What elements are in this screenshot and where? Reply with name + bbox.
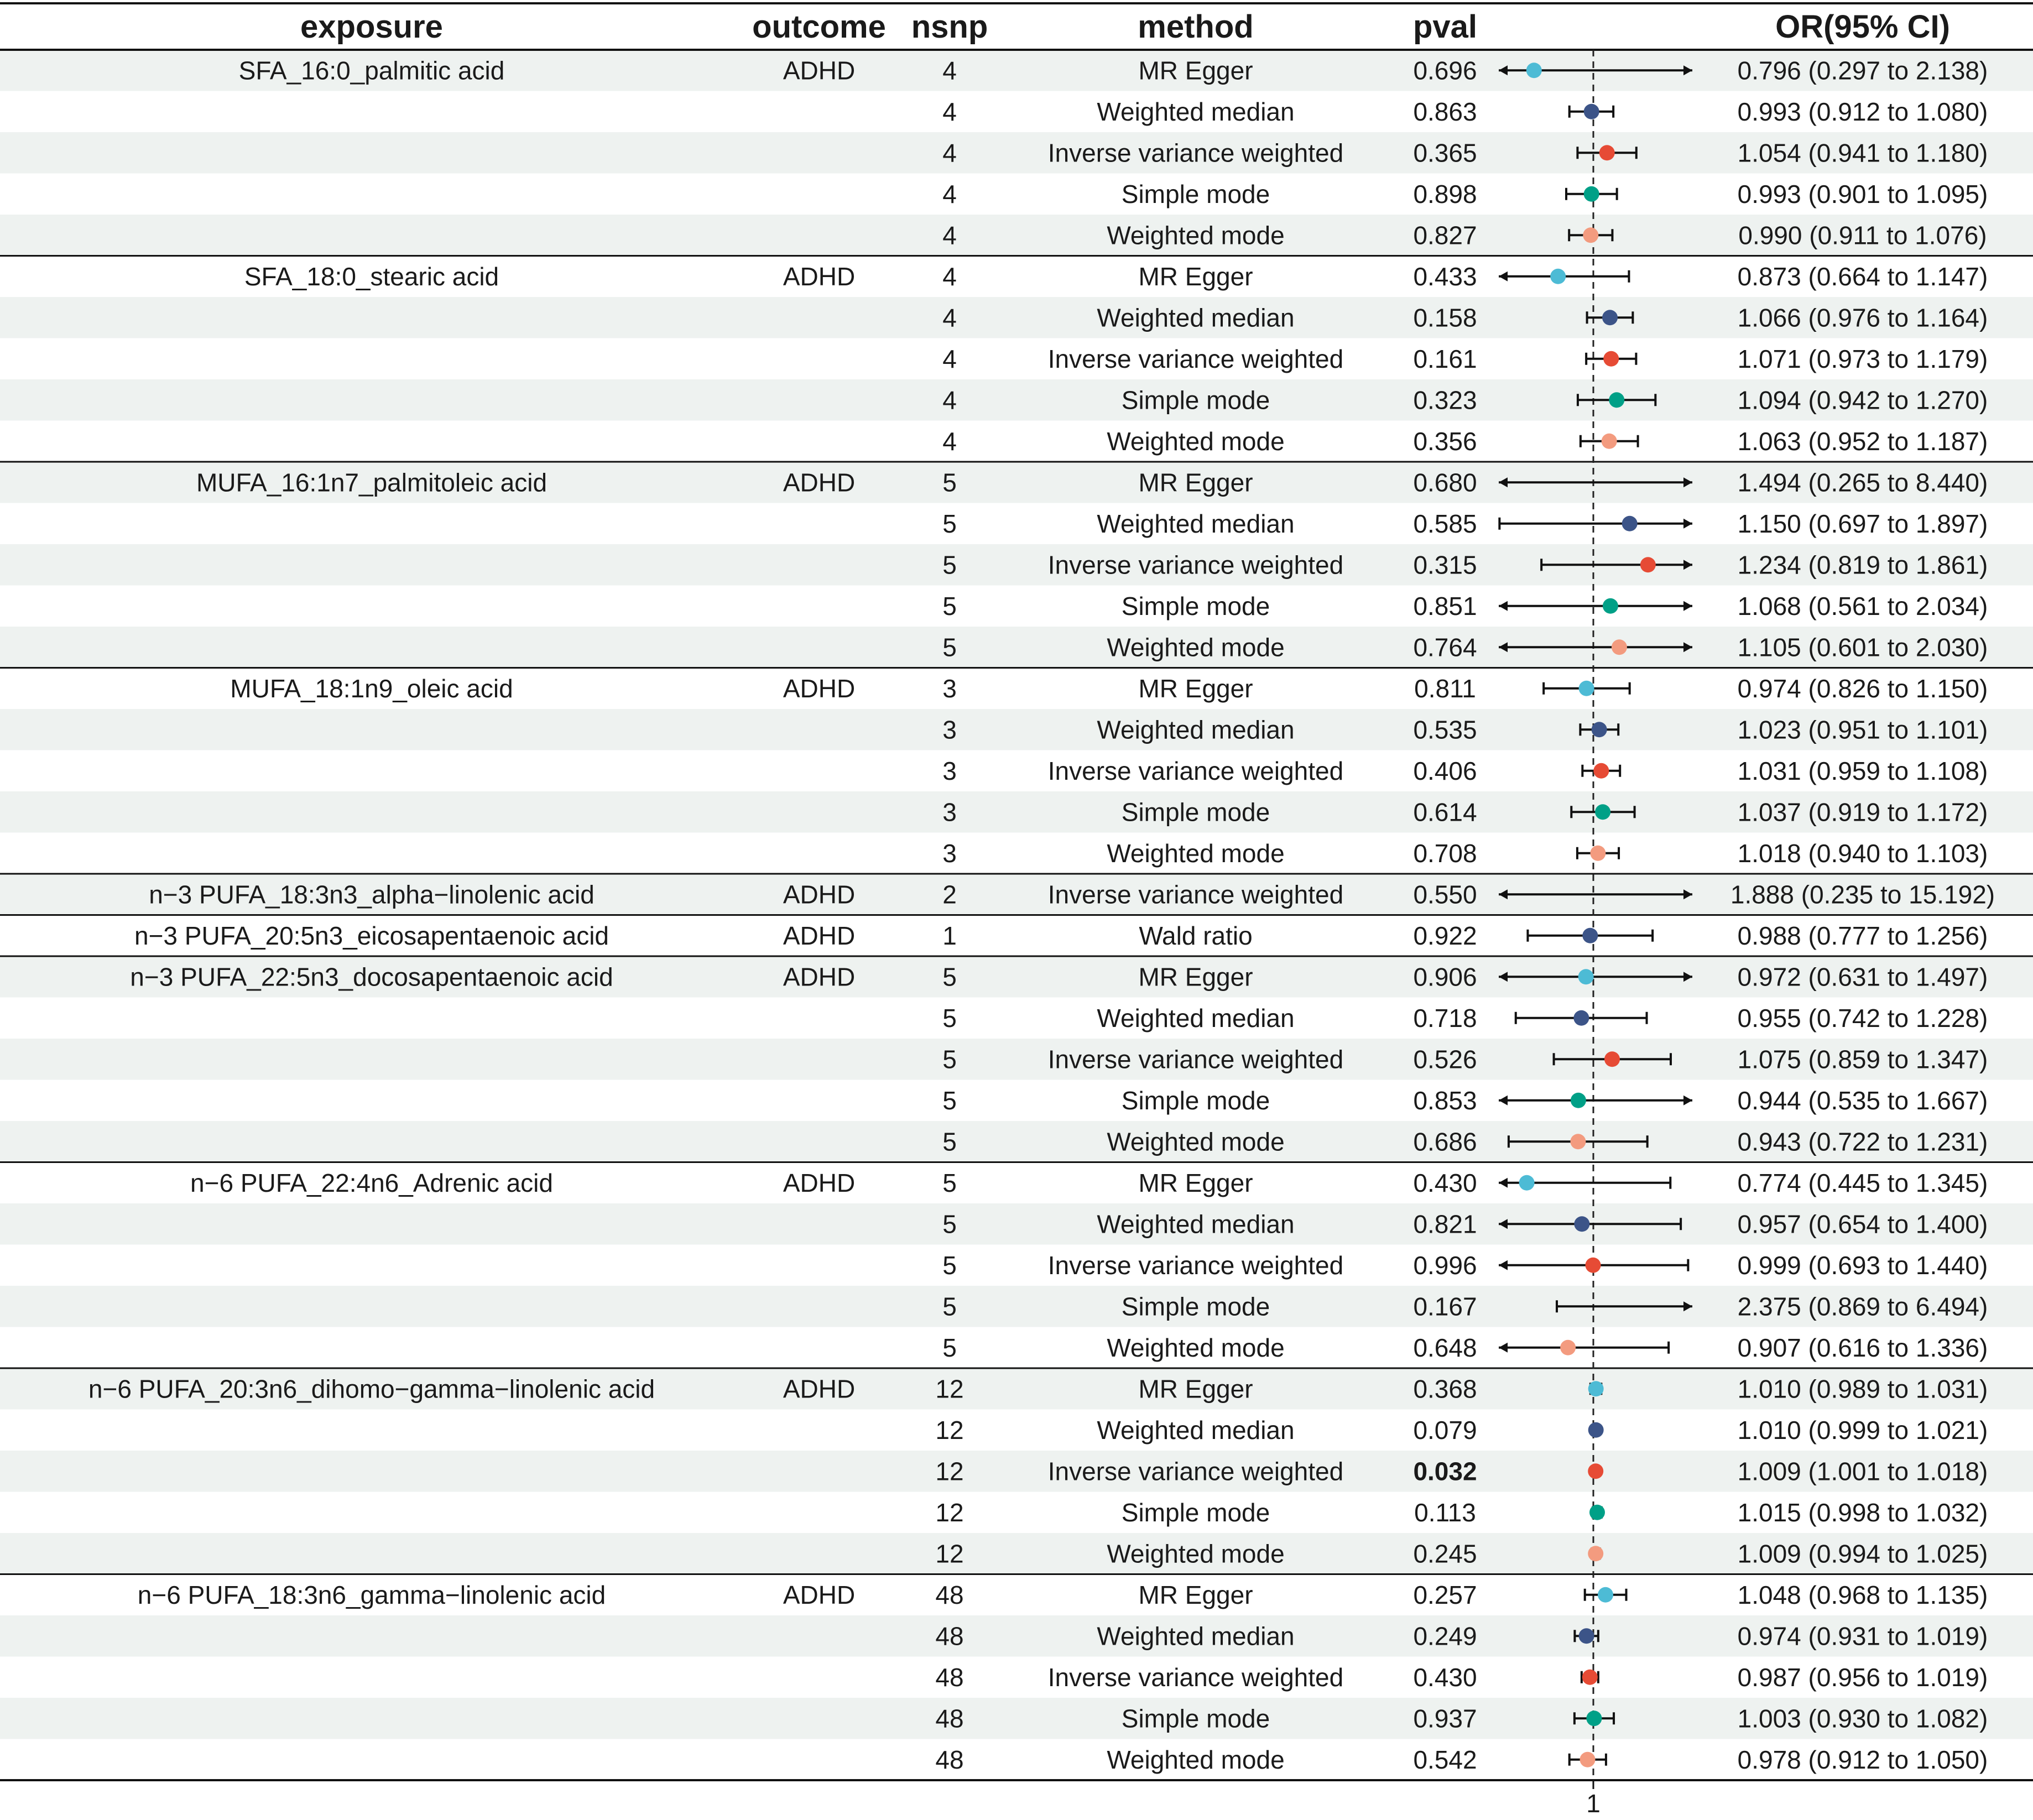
point-estimate [1588, 1422, 1604, 1438]
cell-or-ci: 2.375 (0.869 to 6.494) [1737, 1292, 1988, 1321]
cell-nsnp: 5 [942, 1292, 957, 1321]
cell-exposure: SFA_16:0_palmitic acid [238, 56, 505, 85]
row-stripe [0, 1121, 2033, 1162]
cell-or-ci: 0.987 (0.956 to 1.019) [1737, 1662, 1988, 1692]
cell-nsnp: 3 [942, 715, 957, 744]
cell-pval: 0.922 [1413, 921, 1477, 950]
cell-method: MR Egger [1138, 1168, 1253, 1197]
cell-or-ci: 0.774 (0.445 to 1.345) [1737, 1168, 1988, 1197]
cell-pval: 0.356 [1413, 426, 1477, 456]
cell-or-ci: 1.009 (0.994 to 1.025) [1737, 1539, 1988, 1568]
cell-nsnp: 2 [942, 880, 957, 909]
cell-or-ci: 1.054 (0.941 to 1.180) [1737, 138, 1988, 168]
cell-method: Weighted mode [1107, 1745, 1285, 1774]
cell-outcome: ADHD [783, 674, 856, 703]
row-stripe [0, 379, 2033, 421]
cell-pval: 0.906 [1413, 962, 1477, 992]
cell-pval: 0.032 [1413, 1457, 1477, 1486]
point-estimate [1599, 145, 1615, 160]
cell-nsnp: 48 [935, 1580, 964, 1609]
cell-method: MR Egger [1138, 1580, 1253, 1609]
cell-exposure: n−6 PUFA_20:3n6_dihomo−gamma−linolenic acid [88, 1374, 655, 1404]
cell-nsnp: 5 [942, 1168, 957, 1197]
cell-or-ci: 1.010 (0.989 to 1.031) [1737, 1374, 1988, 1404]
cell-pval: 0.323 [1413, 385, 1477, 415]
cell-nsnp: 1 [942, 921, 957, 950]
cell-pval: 0.614 [1413, 797, 1477, 827]
point-estimate [1519, 1175, 1535, 1191]
cell-nsnp: 4 [942, 56, 957, 85]
cell-or-ci: 1.071 (0.973 to 1.179) [1737, 344, 1988, 373]
point-estimate [1550, 269, 1566, 284]
header-pval: pval [1412, 9, 1478, 45]
cell-method: Weighted median [1097, 715, 1295, 744]
point-estimate [1595, 804, 1610, 820]
cell-pval: 0.079 [1413, 1415, 1477, 1444]
point-estimate [1584, 104, 1599, 119]
cell-pval: 0.433 [1413, 262, 1477, 291]
header-exposure: exposure [300, 9, 443, 45]
row-stripe [0, 627, 2033, 668]
cell-nsnp: 4 [942, 179, 957, 208]
row-stripe [0, 215, 2033, 256]
header-outcome: outcome [752, 9, 886, 45]
cell-pval: 0.249 [1413, 1621, 1477, 1651]
point-estimate [1570, 1134, 1586, 1149]
cell-nsnp: 4 [942, 221, 957, 250]
cell-or-ci: 0.999 (0.693 to 1.440) [1737, 1250, 1988, 1280]
cell-or-ci: 1.888 (0.235 to 15.192) [1730, 880, 1995, 909]
point-estimate [1603, 598, 1618, 614]
point-estimate [1602, 310, 1618, 325]
cell-method: Simple mode [1121, 179, 1270, 208]
cell-method: Weighted median [1097, 303, 1295, 332]
cell-or-ci: 0.796 (0.297 to 2.138) [1737, 56, 1988, 85]
cell-method: Weighted mode [1107, 1333, 1285, 1362]
cell-method: Weighted mode [1107, 426, 1285, 456]
cell-method: Weighted mode [1107, 221, 1285, 250]
cell-outcome: ADHD [783, 921, 856, 950]
point-estimate [1603, 351, 1619, 367]
cell-nsnp: 4 [942, 385, 957, 415]
point-estimate [1578, 969, 1594, 984]
cell-method: Inverse variance weighted [1047, 138, 1344, 168]
cell-method: MR Egger [1138, 262, 1253, 291]
cell-or-ci: 1.066 (0.976 to 1.164) [1737, 303, 1988, 332]
cell-pval: 0.542 [1413, 1745, 1477, 1774]
cell-exposure: n−3 PUFA_22:5n3_docosapentaenoic acid [130, 962, 613, 992]
cell-or-ci: 1.018 (0.940 to 1.103) [1737, 838, 1988, 868]
cell-nsnp: 4 [942, 426, 957, 456]
cell-pval: 0.648 [1413, 1333, 1477, 1362]
cell-exposure: MUFA_16:1n7_palmitoleic acid [196, 468, 548, 497]
ci-arrow-high [1683, 519, 1692, 529]
cell-or-ci: 0.978 (0.912 to 1.050) [1737, 1745, 1988, 1774]
ci-arrow-high [1683, 1096, 1692, 1105]
cell-nsnp: 5 [942, 591, 957, 620]
cell-pval: 0.158 [1413, 303, 1477, 332]
cell-outcome: ADHD [783, 1580, 856, 1609]
row-stripe [0, 709, 2033, 750]
cell-nsnp: 5 [942, 1045, 957, 1074]
row-stripe [0, 544, 2033, 586]
point-estimate [1593, 763, 1609, 779]
header-method: method [1138, 9, 1254, 45]
row-stripe [0, 1039, 2033, 1080]
cell-or-ci: 0.993 (0.901 to 1.095) [1737, 179, 1988, 208]
point-estimate [1604, 1051, 1620, 1067]
cell-method: Inverse variance weighted [1047, 756, 1344, 785]
cell-or-ci: 0.873 (0.664 to 1.147) [1737, 262, 1988, 291]
cell-nsnp: 12 [935, 1415, 964, 1444]
cell-nsnp: 3 [942, 674, 957, 703]
point-estimate [1571, 1093, 1586, 1108]
cell-or-ci: 1.075 (0.859 to 1.347) [1737, 1045, 1988, 1074]
cell-method: Simple mode [1121, 1292, 1270, 1321]
cell-or-ci: 1.010 (0.999 to 1.021) [1737, 1415, 1988, 1444]
row-stripe [0, 791, 2033, 833]
cell-exposure: n−3 PUFA_18:3n3_alpha−linolenic acid [149, 880, 595, 909]
point-estimate [1582, 928, 1598, 943]
cell-pval: 0.368 [1413, 1374, 1477, 1404]
cell-method: MR Egger [1138, 674, 1253, 703]
cell-method: MR Egger [1138, 962, 1253, 992]
cell-outcome: ADHD [783, 468, 856, 497]
point-estimate [1573, 1010, 1589, 1026]
cell-or-ci: 0.993 (0.912 to 1.080) [1737, 97, 1988, 126]
point-estimate [1588, 1546, 1603, 1561]
cell-nsnp: 5 [942, 509, 957, 538]
cell-nsnp: 4 [942, 97, 957, 126]
row-stripe [0, 297, 2033, 338]
row-stripe [0, 132, 2033, 174]
cell-or-ci: 0.990 (0.911 to 1.076) [1738, 221, 1987, 250]
cell-pval: 0.526 [1413, 1045, 1477, 1074]
cell-method: Weighted mode [1107, 838, 1285, 868]
cell-pval: 0.245 [1413, 1539, 1477, 1568]
cell-exposure: SFA_18:0_stearic acid [244, 262, 499, 291]
ci-arrow-low [1499, 1178, 1508, 1188]
cell-pval: 0.937 [1413, 1704, 1477, 1733]
cell-or-ci: 1.048 (0.968 to 1.135) [1737, 1580, 1988, 1609]
cell-nsnp: 12 [935, 1457, 964, 1486]
cell-or-ci: 0.974 (0.826 to 1.150) [1737, 674, 1988, 703]
cell-pval: 0.430 [1413, 1662, 1477, 1692]
row-stripe [0, 1451, 2033, 1492]
cell-nsnp: 5 [942, 1086, 957, 1115]
cell-outcome: ADHD [783, 880, 856, 909]
cell-method: Simple mode [1121, 385, 1270, 415]
cell-method: MR Egger [1138, 468, 1253, 497]
cell-method: Inverse variance weighted [1047, 550, 1344, 580]
point-estimate [1574, 1216, 1589, 1232]
cell-method: Wald ratio [1139, 921, 1253, 950]
cell-or-ci: 0.955 (0.742 to 1.228) [1737, 1003, 1988, 1032]
cell-nsnp: 5 [942, 1333, 957, 1362]
cell-pval: 0.550 [1413, 880, 1477, 909]
cell-pval: 0.680 [1413, 468, 1477, 497]
cell-method: Weighted median [1097, 97, 1295, 126]
cell-nsnp: 3 [942, 756, 957, 785]
cell-method: Weighted median [1097, 509, 1295, 538]
row-stripe [0, 1286, 2033, 1327]
point-estimate [1580, 1752, 1596, 1767]
cell-or-ci: 1.150 (0.697 to 1.897) [1737, 509, 1988, 538]
cell-method: Simple mode [1121, 797, 1270, 827]
cell-or-ci: 0.974 (0.931 to 1.019) [1737, 1621, 1988, 1651]
cell-outcome: ADHD [783, 1374, 856, 1404]
cell-method: Simple mode [1121, 1498, 1270, 1527]
point-estimate [1526, 62, 1542, 78]
cell-pval: 0.853 [1413, 1086, 1477, 1115]
point-estimate [1583, 227, 1598, 243]
cell-or-ci: 0.957 (0.654 to 1.400) [1737, 1209, 1988, 1239]
cell-nsnp: 5 [942, 1003, 957, 1032]
cell-method: Inverse variance weighted [1047, 880, 1344, 909]
x-axis [1586, 1780, 1601, 1818]
cell-method: Weighted mode [1107, 1127, 1285, 1156]
cell-or-ci: 1.234 (0.819 to 1.861) [1737, 550, 1988, 580]
cell-method: Inverse variance weighted [1047, 1045, 1344, 1074]
cell-or-ci: 1.003 (0.930 to 1.082) [1737, 1704, 1988, 1733]
cell-method: Simple mode [1121, 1086, 1270, 1115]
cell-nsnp: 4 [942, 344, 957, 373]
row-stripe [0, 1615, 2033, 1657]
cell-nsnp: 12 [935, 1539, 964, 1568]
cell-nsnp: 5 [942, 1127, 957, 1156]
column-headers [300, 9, 1950, 45]
cell-or-ci: 1.068 (0.561 to 2.034) [1737, 591, 1988, 620]
cell-outcome: ADHD [783, 962, 856, 992]
point-estimate [1589, 1505, 1605, 1520]
row-stripe [0, 1698, 2033, 1739]
cell-outcome: ADHD [783, 262, 856, 291]
cell-method: Inverse variance weighted [1047, 1457, 1344, 1486]
point-estimate [1579, 681, 1594, 696]
point-estimate [1579, 1628, 1594, 1644]
cell-pval: 0.718 [1413, 1003, 1477, 1032]
cell-or-ci: 0.907 (0.616 to 1.336) [1737, 1333, 1988, 1362]
cell-pval: 0.686 [1413, 1127, 1477, 1156]
cell-or-ci: 1.094 (0.942 to 1.270) [1737, 385, 1988, 415]
point-estimate [1586, 1711, 1602, 1726]
cell-pval: 0.898 [1413, 179, 1477, 208]
point-estimate [1584, 186, 1599, 202]
point-estimate [1592, 722, 1607, 737]
cell-outcome: ADHD [783, 1168, 856, 1197]
cell-or-ci: 1.063 (0.952 to 1.187) [1737, 426, 1988, 456]
cell-nsnp: 48 [935, 1662, 964, 1692]
point-estimate [1609, 392, 1624, 408]
cell-or-ci: 0.943 (0.722 to 1.231) [1737, 1127, 1988, 1156]
x-tick-label: 1 [1586, 1789, 1601, 1818]
cell-pval: 0.764 [1413, 633, 1477, 662]
cell-nsnp: 5 [942, 1209, 957, 1239]
cell-or-ci: 1.105 (0.601 to 2.030) [1737, 633, 1988, 662]
cell-or-ci: 1.015 (0.998 to 1.032) [1737, 1498, 1988, 1527]
cell-or-ci: 1.031 (0.959 to 1.108) [1737, 756, 1988, 785]
cell-pval: 0.585 [1413, 509, 1477, 538]
cell-nsnp: 4 [942, 262, 957, 291]
point-estimate [1590, 846, 1605, 861]
ci-arrow-low [1499, 601, 1508, 611]
cell-pval: 0.365 [1413, 138, 1477, 168]
cell-exposure: n−3 PUFA_20:5n3_eicosapentaenoic acid [134, 921, 609, 950]
cell-nsnp: 5 [942, 962, 957, 992]
cell-exposure: n−6 PUFA_22:4n6_Adrenic acid [190, 1168, 553, 1197]
cell-nsnp: 48 [935, 1704, 964, 1733]
cell-nsnp: 4 [942, 303, 957, 332]
cell-nsnp: 12 [935, 1498, 964, 1527]
ci-arrow-low [1499, 1260, 1508, 1270]
cell-pval: 0.696 [1413, 56, 1477, 85]
point-estimate [1582, 1670, 1598, 1685]
point-estimate [1640, 557, 1656, 572]
cell-or-ci: 1.494 (0.265 to 8.440) [1737, 468, 1988, 497]
ci-arrow-low [1499, 1343, 1508, 1353]
point-estimate [1560, 1340, 1576, 1355]
cell-pval: 0.430 [1413, 1168, 1477, 1197]
cell-pval: 0.257 [1413, 1580, 1477, 1609]
cell-or-ci: 1.037 (0.919 to 1.172) [1737, 797, 1988, 827]
cell-exposure: n−6 PUFA_18:3n6_gamma−linolenic acid [137, 1580, 606, 1609]
header-nsnp: nsnp [911, 9, 988, 45]
ci-arrow-high [1683, 601, 1692, 611]
cell-pval: 0.851 [1413, 591, 1477, 620]
cell-method: MR Egger [1138, 1374, 1253, 1404]
cell-method: Simple mode [1121, 1704, 1270, 1733]
ci-arrow-low [1499, 272, 1508, 281]
cell-method: Inverse variance weighted [1047, 344, 1344, 373]
point-estimate [1602, 434, 1617, 449]
cell-nsnp: 48 [935, 1745, 964, 1774]
cell-method: Inverse variance weighted [1047, 1662, 1344, 1692]
cell-pval: 0.996 [1413, 1250, 1477, 1280]
cell-method: Inverse variance weighted [1047, 1250, 1344, 1280]
cell-nsnp: 4 [942, 138, 957, 168]
cell-method: Weighted median [1097, 1003, 1295, 1032]
ci-arrow-low [1499, 1096, 1508, 1105]
cell-pval: 0.167 [1413, 1292, 1477, 1321]
cell-pval: 0.161 [1413, 344, 1477, 373]
cell-or-ci: 1.009 (1.001 to 1.018) [1737, 1457, 1988, 1486]
cell-method: Weighted median [1097, 1621, 1295, 1651]
point-estimate [1588, 1381, 1604, 1396]
cell-method: Weighted median [1097, 1415, 1295, 1444]
cell-nsnp: 3 [942, 797, 957, 827]
cell-nsnp: 48 [935, 1621, 964, 1651]
cell-or-ci: 0.944 (0.535 to 1.667) [1737, 1086, 1988, 1115]
cell-method: Weighted mode [1107, 633, 1285, 662]
cell-pval: 0.821 [1413, 1209, 1477, 1239]
cell-outcome: ADHD [783, 56, 856, 85]
point-estimate [1612, 639, 1627, 655]
cell-nsnp: 5 [942, 633, 957, 662]
cell-pval: 0.535 [1413, 715, 1477, 744]
cell-pval: 0.863 [1413, 97, 1477, 126]
cell-exposure: MUFA_18:1n9_oleic acid [230, 674, 513, 703]
cell-method: MR Egger [1138, 56, 1253, 85]
cell-pval: 0.113 [1414, 1498, 1476, 1527]
cell-pval: 0.827 [1413, 221, 1477, 250]
cell-pval: 0.811 [1414, 674, 1476, 703]
cell-nsnp: 5 [942, 468, 957, 497]
point-estimate [1586, 1258, 1601, 1273]
point-estimate [1622, 516, 1638, 531]
cell-nsnp: 5 [942, 1250, 957, 1280]
cell-pval: 0.708 [1413, 838, 1477, 868]
cell-nsnp: 3 [942, 838, 957, 868]
cell-or-ci: 0.972 (0.631 to 1.497) [1737, 962, 1988, 992]
cell-or-ci: 0.988 (0.777 to 1.256) [1737, 921, 1988, 950]
row-stripe [0, 1533, 2033, 1574]
cell-pval: 0.315 [1413, 550, 1477, 580]
cell-nsnp: 5 [942, 550, 957, 580]
cell-or-ci: 1.023 (0.951 to 1.101) [1737, 715, 1988, 744]
point-estimate [1598, 1587, 1613, 1603]
row-stripe [0, 1203, 2033, 1245]
cell-method: Weighted mode [1107, 1539, 1285, 1568]
header-or-ci: OR(95% CI) [1775, 9, 1950, 45]
cell-method: Weighted median [1097, 1209, 1295, 1239]
cell-pval: 0.406 [1413, 756, 1477, 785]
cell-method: Simple mode [1121, 591, 1270, 620]
point-estimate [1588, 1463, 1603, 1479]
cell-nsnp: 12 [935, 1374, 964, 1404]
